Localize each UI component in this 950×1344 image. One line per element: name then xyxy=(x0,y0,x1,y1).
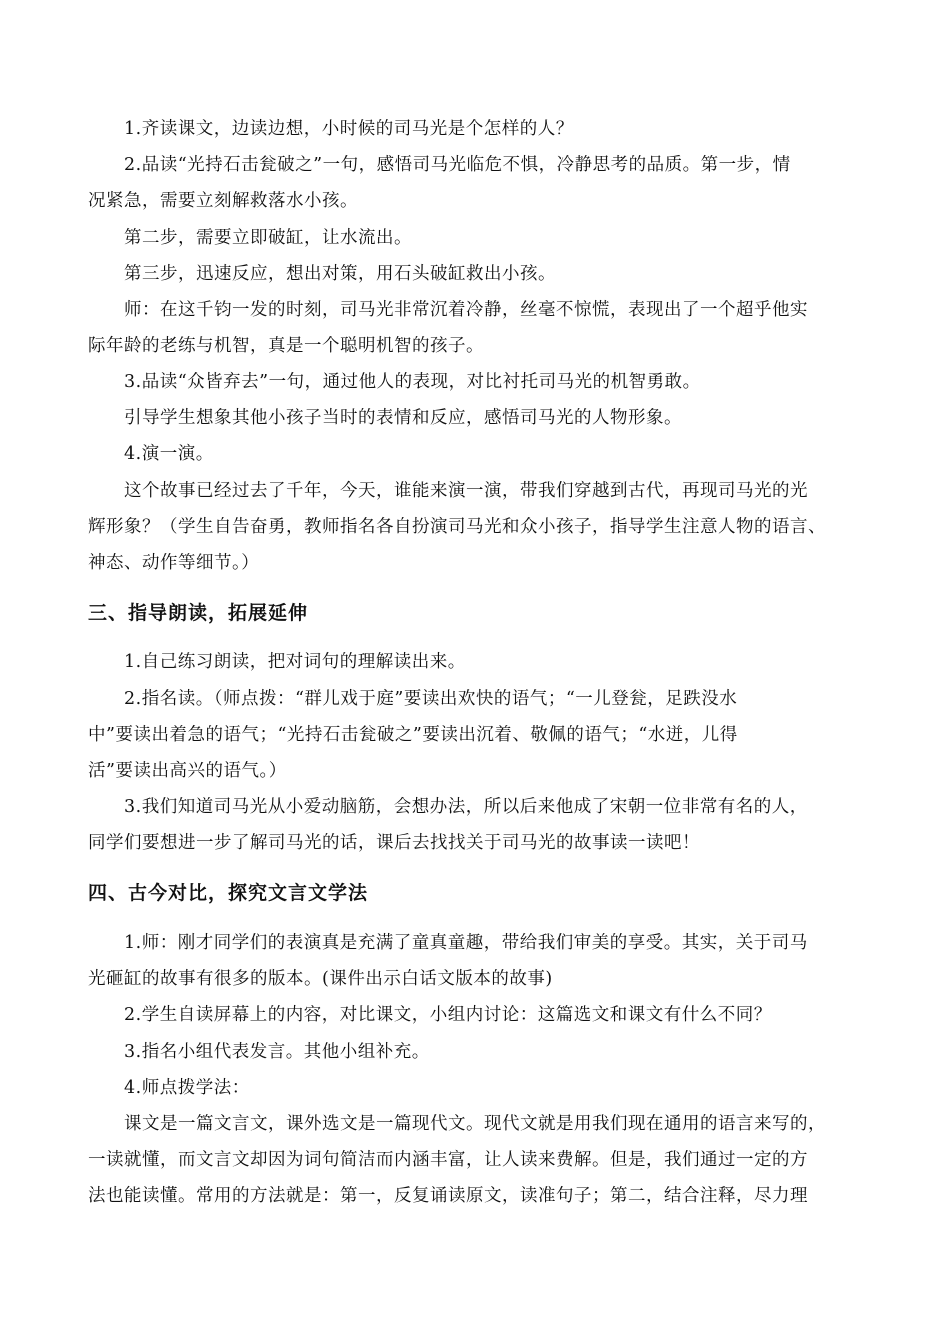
paragraph-line: 第二步，需要立即破缸，让水流出。 xyxy=(124,228,412,248)
paragraph-line: 法也能读懂。常用的方法就是：第一，反复诵读原文，读准句子；第二，结合注释，尽力理 xyxy=(88,1186,808,1206)
section-heading: 四、古今对比，探究文言文学法 xyxy=(88,882,369,904)
paragraph-line: 第三步，迅速反应，想出对策，用石头破缸救出小孩。 xyxy=(124,264,556,284)
paragraph-line: 2.指名读。（师点拨：“群儿戏于庭”要读出欢快的语气；“一儿登瓮，足跌没水 xyxy=(124,689,738,709)
paragraph-line: 活”要读出高兴的语气。） xyxy=(88,761,287,781)
paragraph-line: 一读就懂，而文言文却因为词句简洁而内涵丰富，让人读来费解。但是，我们通过一定的方 xyxy=(88,1150,808,1170)
paragraph-line: 3.品读“众皆弃去”一句，通过他人的表现，对比衬托司马光的机智勇敢。 xyxy=(124,372,701,392)
paragraph-line: 际年龄的老练与机智，真是一个聪明机智的孩子。 xyxy=(88,336,484,356)
paragraph-line: 辉形象？（学生自告奋勇，教师指名各自扮演司马光和众小孩子，指导学生注意人物的语言、 xyxy=(88,517,826,537)
paragraph-line: 师：在这千钧一发的时刻，司马光非常沉着冷静，丝毫不惊慌，表现出了一个超乎他实 xyxy=(124,300,808,320)
paragraph-line: 光砸缸的故事有很多的版本。(课件出示白话文版本的故事) xyxy=(88,969,553,989)
paragraph-line: 1.齐读课文，边读边想，小时候的司马光是个怎样的人？ xyxy=(124,119,574,139)
paragraph-line: 2.品读“光持石击瓮破之”一句，感悟司马光临危不惧，冷静思考的品质。第一步，情 xyxy=(124,155,791,175)
paragraph-line: 这个故事已经过去了千年，今天，谁能来演一演，带我们穿越到古代，再现司马光的光 xyxy=(124,481,808,501)
paragraph-line: 况紧急，需要立刻解救落水小孩。 xyxy=(88,191,358,211)
paragraph-line: 同学们要想进一步了解司马光的话，课后去找找关于司马光的故事读一读吧！ xyxy=(88,833,700,853)
paragraph-line: 4.师点拨学法： xyxy=(124,1078,250,1098)
paragraph-line: 3.指名小组代表发言。其他小组补充。 xyxy=(124,1042,430,1062)
paragraph-line: 神态、动作等细节。） xyxy=(88,553,260,573)
paragraph-line: 3.我们知道司马光从小爱动脑筋，会想办法，所以后来他成了宋朝一位非常有名的人， xyxy=(124,797,808,817)
paragraph-line: 1.师：刚才同学们的表演真是充满了童真童趣，带给我们审美的享受。其实，关于司马 xyxy=(124,933,808,953)
paragraph-line: 中”要读出着急的语气；“光持石击瓮破之”要读出沉着、敬佩的语气；“水迸，儿得 xyxy=(88,725,738,745)
paragraph-line: 4.演一演。 xyxy=(124,444,214,464)
paragraph-line: 1.自己练习朗读，把对词句的理解读出来。 xyxy=(124,652,466,672)
paragraph-line: 2.学生自读屏幕上的内容，对比课文，小组内讨论：这篇选文和课文有什么不同？ xyxy=(124,1005,772,1025)
paragraph-line: 引导学生想象其他小孩子当时的表情和反应，感悟司马光的人物形象。 xyxy=(124,408,682,428)
paragraph-line: 课文是一篇文言文，课外选文是一篇现代文。现代文就是用我们现在通用的语言来写的， xyxy=(124,1114,826,1134)
section-heading: 三、指导朗读，拓展延伸 xyxy=(88,602,309,624)
